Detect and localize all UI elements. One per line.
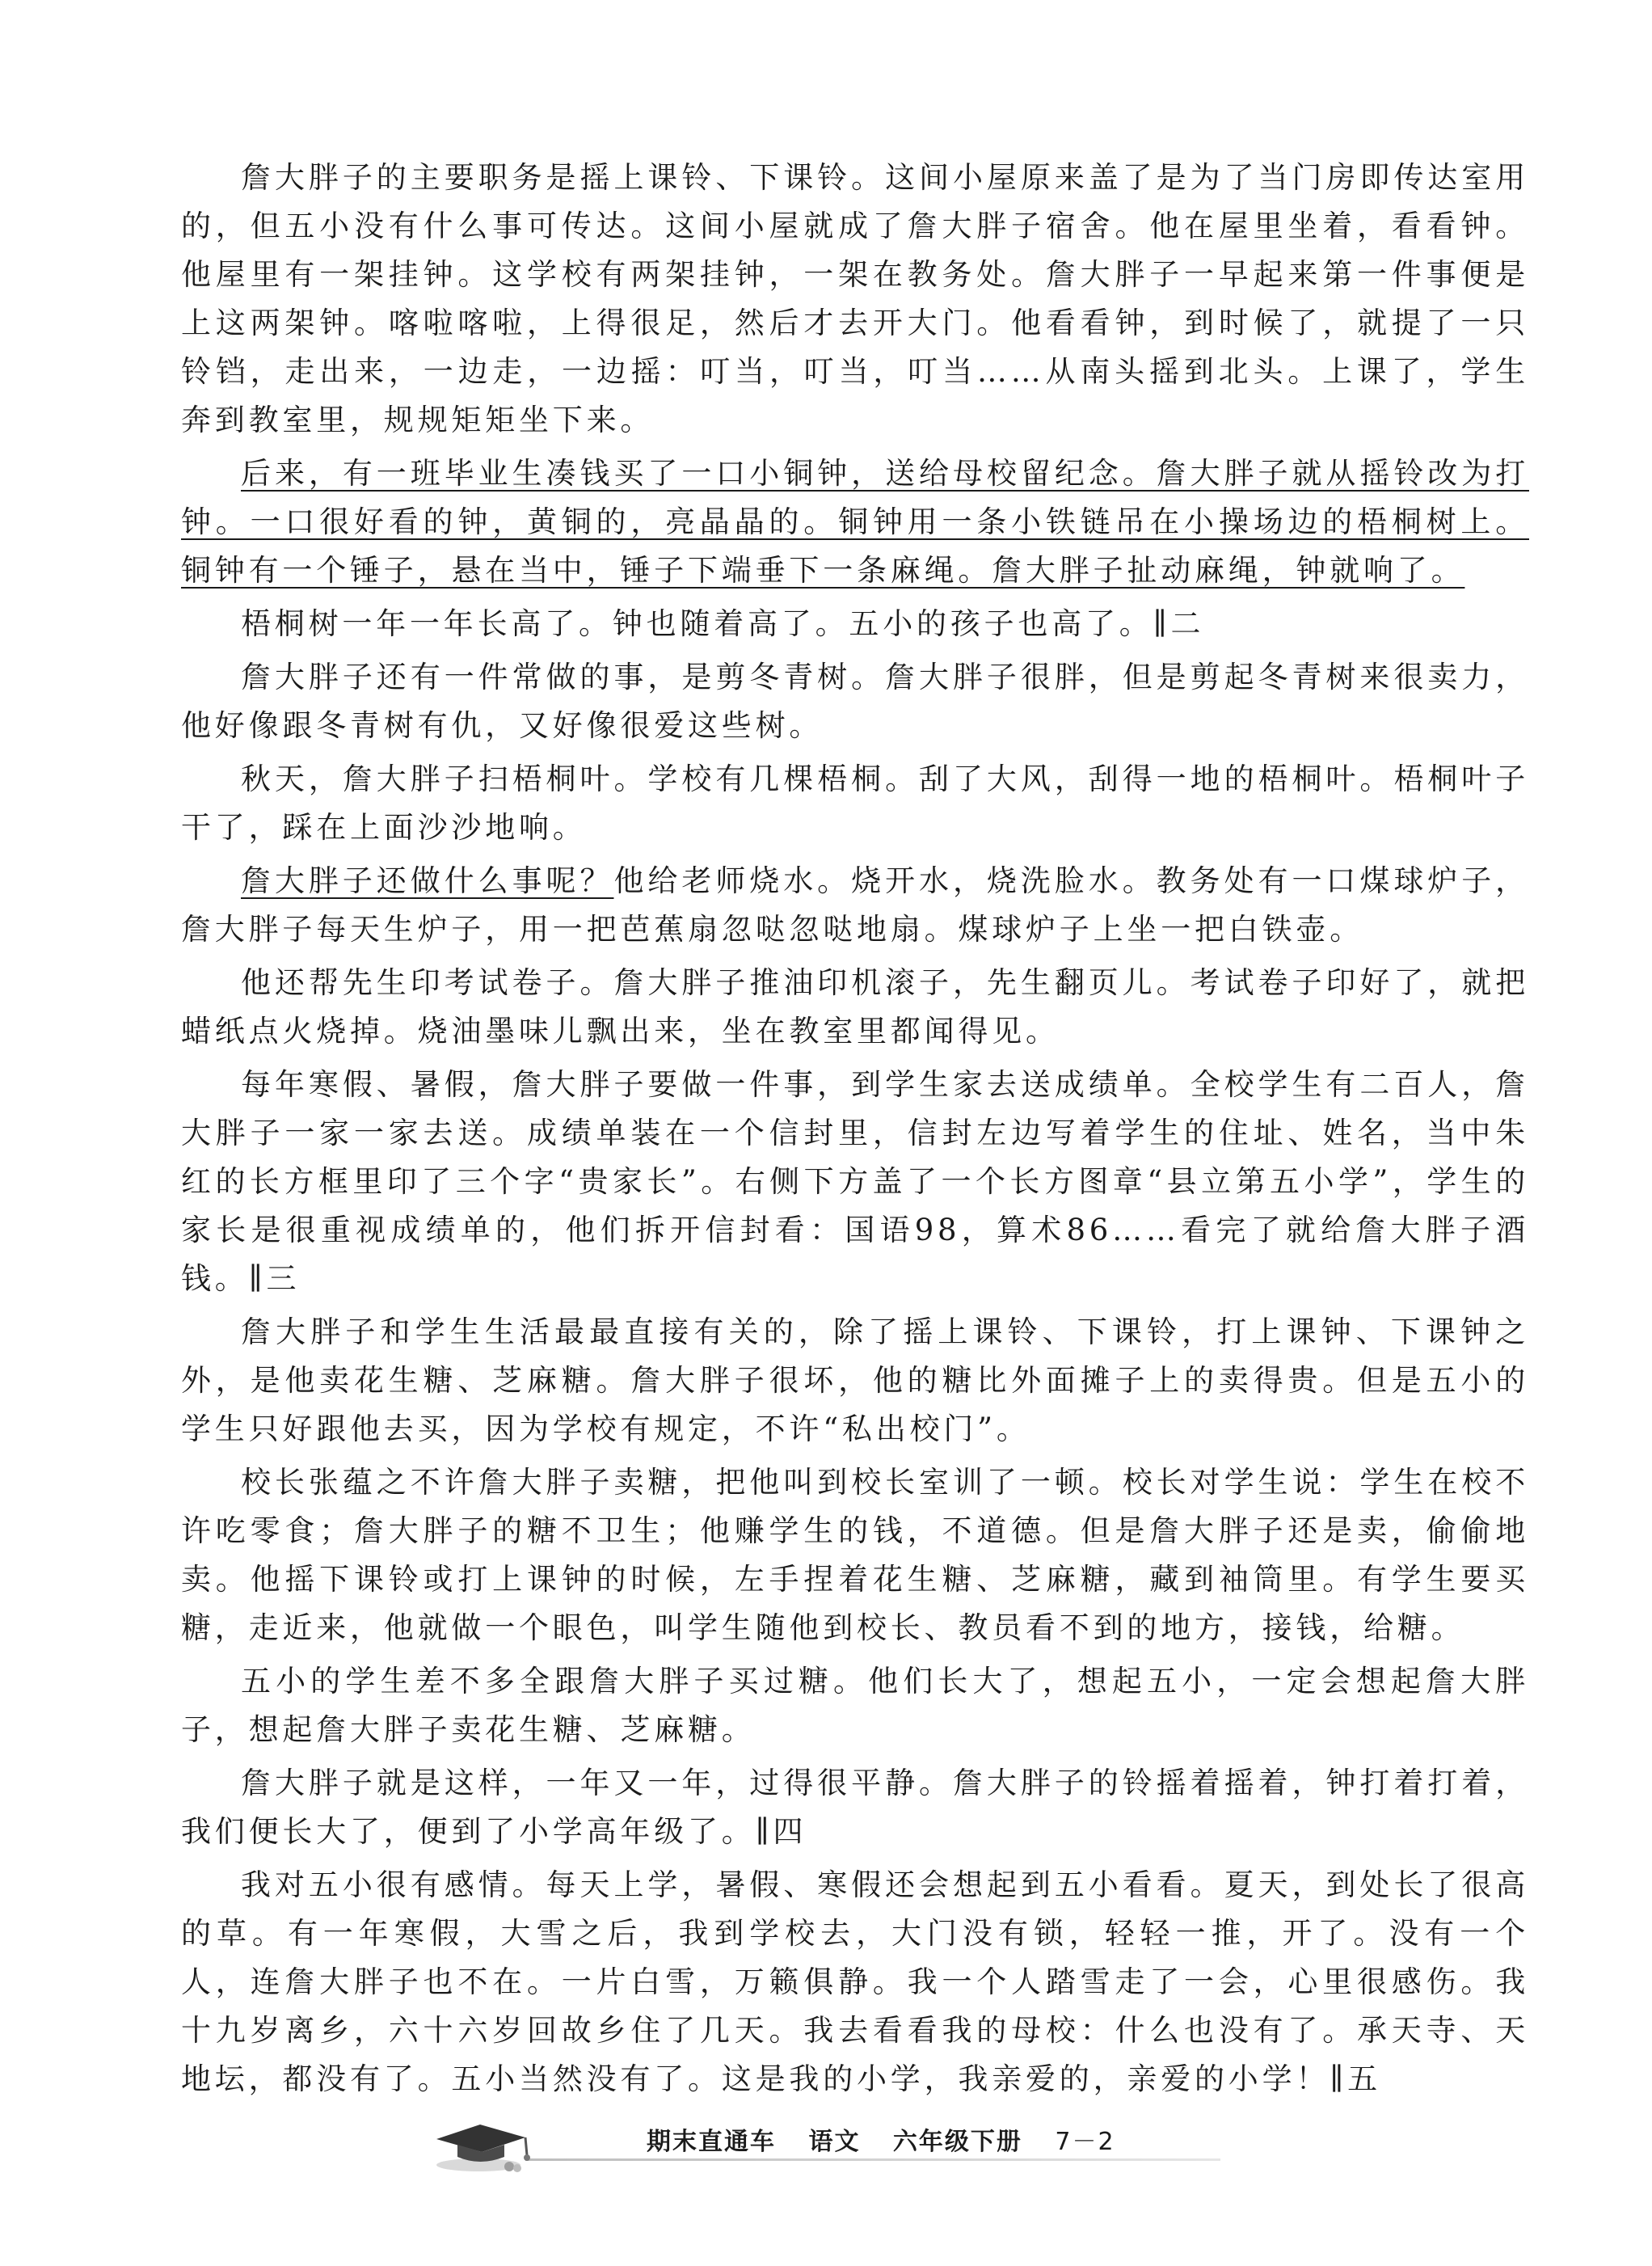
footer-text (647, 2121, 1138, 2157)
footer-divider (525, 2158, 1220, 2161)
paragraph-continuation: 他给老师烧水。烧开水，烧洗脸水。教务处有一口煤球炉子，詹大胖子每天生炉子，用一把芭蕉扇忽哒忽哒地扇。煤球炉子上坐一把白铁壶。 (181, 863, 1529, 947)
page-footer (428, 2118, 1237, 2175)
underlined-paragraph: 后来，有一班毕业生凑钱买了一口小铜钟，送给母校留纪念。詹大胖子就从摇铃改为打钟。一口很好看的钟，黄铜的，亮晶晶的。铜钟用一条小铁链吊在小操场边的梧桐树上。铜钟有一个锤子，悬在当中，锤子下端垂下一条麻绳。詹大胖子扯动麻绳，钟就响了。 (181, 456, 1529, 588)
paragraph: 五小的学生差不多全跟詹大胖子买过糖。他们长大了，想起五小，一定会想起詹大胖子，想起詹大胖子卖花生糖、芝麻糖。 (181, 1664, 1529, 1747)
graduation-cap-icon (428, 2118, 533, 2175)
paragraph: 他还帮先生印考试卷子。詹大胖子推油印机滚子，先生翻页儿。考试卷子印好了，就把蜡纸点火烧掉。烧油墨味儿飘出来，坐在教室里都闻得见。 (181, 965, 1529, 1049)
paragraph (181, 857, 1529, 954)
footer-subject: 语文 (808, 2128, 861, 2156)
paragraph: 秋天，詹大胖子扫梧桐叶。学校有几棵梧桐。刮了大风，刮得一地的梧桐叶。梧桐叶子干了，踩在上面沙沙地响。 (181, 762, 1529, 845)
paragraph: 我对五小很有感情。每天上学，暑假、寒假还会想起到五小看看。夏天，到处长了很高的草。有一年寒假，大雪之后，我到学校去，大门没有锁，轻轻一推，开了。没有一个人，连詹大胖子也不在。一片白雪，万籁俱静。我一个人踏雪走了一会，心里很感伤。我十九岁离乡，六十六岁回故乡住了几天。我去看看我的母校：什么也没有了。承天寺、天地坛，都没有了。五小当然没有了。这是我的小学，我亲爱的，亲爱的小学！∥五 (181, 1867, 1529, 2096)
paragraph: 詹大胖子就是这样，一年又一年，过得很平静。詹大胖子的铃摇着摇着，钟打着打着，我们便长大了，便到了小学高年级了。∥四 (181, 1766, 1529, 1849)
article-body (181, 154, 1529, 2104)
paragraph: 校长张蕴之不许詹大胖子卖糖，把他叫到校长室训了一顿。校长对学生说：学生在校不许吃零食；詹大胖子的糖不卫生；他赚学生的钱，不道德。但是詹大胖子还是卖，偷偷地卖。他摇下课铃或打上课钟的时候，左手捏着花生糖、芝麻糖，藏到袖筒里。有学生要买糖，走近来，他就做一个眼色，叫学生随他到校长、教员看不到的地方，接钱，给糖。 (181, 1465, 1529, 1645)
underlined-question: 詹大胖子还做什么事呢？ (241, 863, 614, 898)
paragraph: 每年寒假、暑假，詹大胖子要做一件事，到学生家去送成绩单。全校学生有二百人，詹大胖子一家一家去送。成绩单装在一个信封里，信封左边写着学生的住址、姓名，当中朱红的长方框里印了三个字“贵家长”。右侧下方盖了一个长方图章“县立第五小学”，学生的家长是很重视成绩单的，他们拆开信封看：国语98，算术86……看完了就给詹大胖子酒钱。∥三 (181, 1067, 1529, 1296)
footer-grade: 六年级下册 (892, 2128, 1022, 2156)
footer-book-title: 期末直通车 (647, 2128, 776, 2156)
paragraph: 詹大胖子还有一件常做的事，是剪冬青树。詹大胖子很胖，但是剪起冬青树来很卖力，他好像跟冬青树有仇，又好像很爱这些树。 (181, 660, 1529, 743)
paragraph: 詹大胖子和学生生活最最直接有关的，除了摇上课铃、下课铃，打上课钟、下课钟之外，是他卖花生糖、芝麻糖。詹大胖子很坏，他的糖比外面摊子上的卖得贵。但是五小的学生只好跟他去买，因为学校有规定，不许“私出校门”。 (181, 1314, 1529, 1446)
paragraph: 詹大胖子的主要职务是摇上课铃、下课铃。这间小屋原来盖了是为了当门房即传达室用的，但五小没有什么事可传达。这间小屋就成了詹大胖子宿舍。他在屋里坐着，看看钟。他屋里有一架挂钟。这学校有两架挂钟，一架在教务处。詹大胖子一早起来第一件事便是上这两架钟。喀啦喀啦，上得很足，然后才去开大门。他看看钟，到时候了，就提了一只铃铛，走出来，一边走，一边摇：叮当，叮当，叮当……从南头摇到北头。上课了，学生奔到教室里，规规矩矩坐下来。 (181, 160, 1529, 437)
paragraph: 梧桐树一年一年长高了。钟也随着高了。五小的孩子也高了。∥二 (241, 606, 1205, 641)
footer-page-number: 7－2 (1055, 2128, 1115, 2156)
